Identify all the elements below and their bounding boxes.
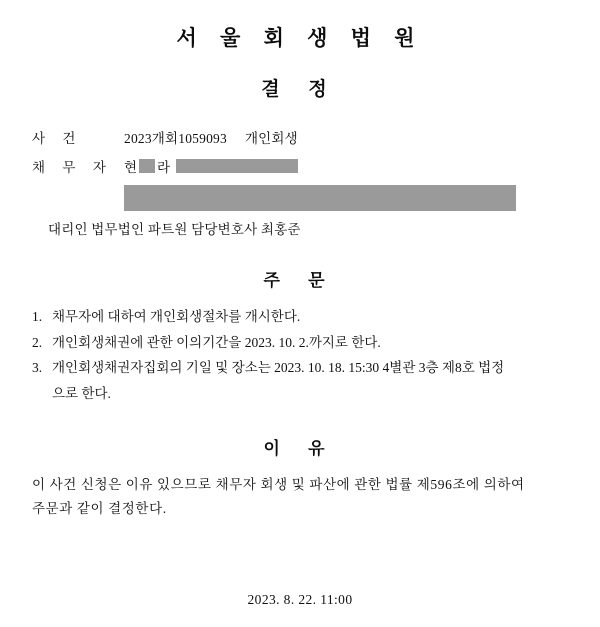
decision-datetime: 2023. 8. 22. 11:00	[247, 592, 353, 608]
case-number-value: 2023개회1059093	[124, 131, 227, 146]
redaction-mark-name	[139, 159, 155, 173]
redaction-block-address	[124, 185, 516, 211]
list-item-number: 1.	[32, 309, 43, 324]
debtor-row	[32, 156, 568, 176]
list-item	[32, 356, 568, 380]
reason-body-line-2: 주문과 같이 결정한다.	[32, 501, 167, 517]
order-items-list	[32, 305, 568, 406]
list-item	[32, 382, 568, 406]
debtor-value-group	[124, 156, 568, 176]
reason-section-title: 이 유	[263, 438, 337, 458]
order-section-title: 주 문	[263, 271, 337, 290]
document-title: 결 정	[261, 79, 339, 100]
debtor-name-visible-last: 라	[157, 160, 171, 175]
case-number-label: 사 건	[32, 131, 83, 146]
debtor-label: 채 무 자	[32, 160, 113, 175]
list-item	[32, 331, 568, 355]
reason-body-line-1: 이 사건 신청은 이유 있으므로 채무자 회생 및 파산에 관한 법률 제596조에 의하여	[32, 476, 525, 492]
case-number-row	[32, 127, 568, 147]
reason-body	[32, 473, 568, 523]
debtor-name-visible-first: 현	[124, 160, 138, 175]
case-type-value: 개인회생	[244, 131, 298, 146]
document-page	[0, 22, 600, 627]
list-item-text: 으로 한다.	[52, 385, 111, 401]
redaction-mark-name-tail	[176, 159, 298, 173]
list-item	[32, 305, 568, 329]
court-title: 서 울 회 생 법 원	[176, 26, 424, 50]
legal-agent-line: 대리인 법무법인 파트원 담당변호사 최홍준	[48, 222, 301, 237]
list-item-number: 2.	[32, 334, 43, 350]
debtor-name	[124, 156, 298, 176]
list-item-number: 3.	[32, 360, 43, 376]
list-item-text: 채무자에 대하여 개인회생절차를 개시한다.	[52, 309, 301, 324]
case-number-value-group	[124, 127, 568, 147]
case-metadata	[32, 127, 568, 238]
list-item-text: 개인회생채권에 관한 이의기간을 2023. 10. 2.까지로 한다.	[52, 334, 381, 350]
list-item-text: 개인회생채권자집회의 기일 및 장소는 2023. 10. 18. 15:30 4별관 3층 제8호 법정	[52, 360, 505, 376]
